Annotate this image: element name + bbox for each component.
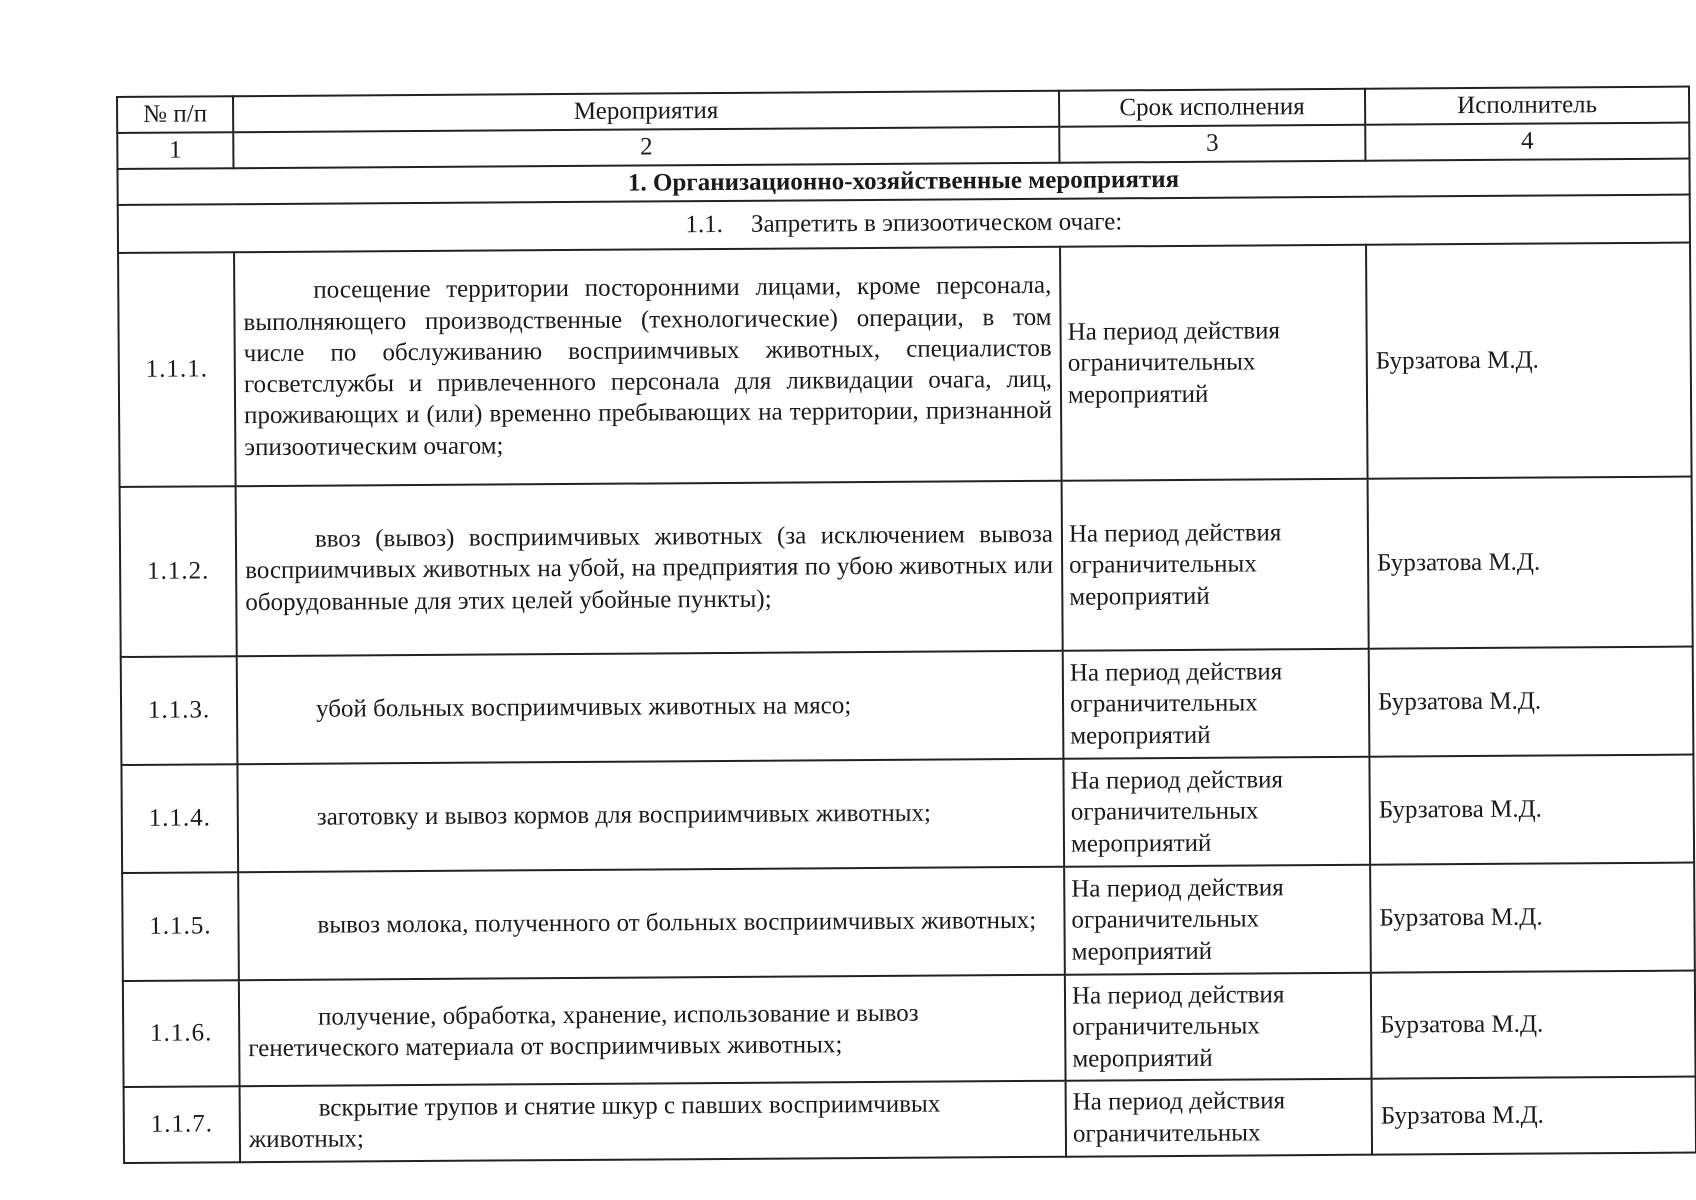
row-executor: Бурзатова М.Д. [1369,755,1694,865]
subsection-number: 1.1. [685,211,724,239]
row-activity: посещение территории посторонними лицами, кроме персонала, выполняющего производственные (технологические) операции, в том числе по обслуживанию восприимчивых животных, специалистов госветслужбы и привлеченного персонала для ликвидации очага, лиц, проживающих и (или) временно пребывающих на территории, признанной эпизоотическим очагом; [234,247,1062,486]
row-activity: убой больных восприимчивых животных на мясо; [237,651,1064,764]
measures-table [116,86,1696,1164]
row-activity: ввоз (вывоз) восприимчивых животных (за исключением вывоза восприимчивых животных на убой, на предприятия по убою животных или оборудованные для этих целей убойные пункты); [236,481,1063,656]
row-executor: Бурзатова М.Д. [1369,647,1694,757]
table-row [121,755,1694,873]
row-executor: Бурзатова М.Д. [1370,863,1695,973]
column-number-4: 4 [1365,123,1689,161]
header-executor: Исполнитель [1365,87,1689,125]
table-row [121,647,1694,765]
row-activity: получение, обработка, хранение, использование и вывоз генетического материала от восприимчивых животных; [239,975,1066,1086]
row-term: На период действия ограничительных мероприятий [1063,757,1370,867]
row-activity: заготовку и вывоз кормов для восприимчивых животных; [237,759,1064,872]
row-term: На период действия ограничительных мероприятий [1060,245,1368,481]
row-executor: Бурзатова М.Д. [1366,243,1692,479]
header-term: Срок исполнения [1059,89,1365,127]
row-number: 1.1.6. [123,980,240,1087]
row-number: 1.1.7. [124,1086,241,1163]
row-activity: вывоз молока, полученного от больных восприимчивых животных; [238,867,1065,980]
row-number: 1.1.1. [118,252,236,487]
row-activity: вскрытие трупов и снятие шкур с павших восприимчивых животных; [240,1081,1066,1162]
row-term: На период действия ограничительных мероприятий [1065,973,1372,1081]
row-term [1066,1079,1372,1157]
row-term-text: На период действия ограничительных [1072,1087,1286,1148]
column-number-2: 2 [233,127,1059,168]
table-row [124,1077,1696,1163]
row-number: 1.1.5. [122,872,239,981]
row-executor: Бурзатова М.Д. [1371,971,1696,1079]
row-term: На период действия ограничительных мероприятий [1062,479,1369,651]
table-row [122,863,1695,981]
row-executor: Бурзатова М.Д. [1372,1077,1696,1155]
table-row [123,971,1696,1087]
subsection-title: Запретить в эпизоотическом очаге: [750,208,1123,239]
row-number: 1.1.4. [121,764,238,873]
header-num: № п/п [117,96,233,133]
row-number: 1.1.2. [120,486,237,657]
table-row [118,243,1692,487]
row-term: На период действия ограничительных мероприятий [1064,865,1371,975]
column-number-3: 3 [1059,125,1365,163]
row-executor: Бурзатова М.Д. [1368,477,1693,649]
header-activity: Мероприятия [233,91,1059,132]
table-row [120,477,1693,657]
row-number: 1.1.3. [121,656,238,765]
section-title: 1. Организационно-хозяйственные мероприятия [117,159,1689,205]
row-term: На период действия ограничительных мероприятий [1063,649,1370,759]
column-number-1: 1 [117,132,233,169]
